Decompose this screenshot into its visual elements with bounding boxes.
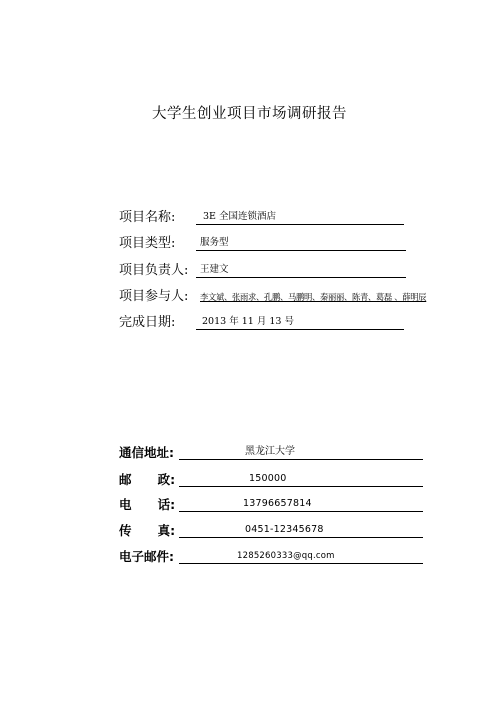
field-label: 完成日期: (119, 315, 176, 330)
underline (179, 459, 423, 460)
field-phone (119, 495, 429, 515)
field-label: 电子邮件: (119, 549, 174, 564)
underline (196, 329, 404, 330)
field-fax (119, 521, 429, 541)
underline (179, 486, 423, 487)
field-value: 王建文 (200, 264, 229, 275)
underline (179, 511, 423, 512)
field-email (119, 547, 429, 567)
field-value: 黑龙江大学 (245, 446, 295, 457)
field-project-leader (119, 261, 409, 281)
underline (179, 563, 423, 564)
field-label: 项目类型: (119, 236, 176, 251)
field-label: 项目参与人: (119, 289, 189, 304)
underline (179, 537, 423, 538)
field-value: 150000 (249, 473, 287, 484)
field-value: 0451-12345678 (245, 524, 324, 535)
field-value: 1285260333@qq.com (237, 551, 335, 561)
field-value: 3E 全国连锁酒店 (203, 211, 276, 222)
field-value: 李文斌、张雨求、孔鹏、马鹏明、秦丽丽、陈青、葛磊 、薛明辰 (200, 292, 427, 302)
field-mailing-address (119, 443, 429, 463)
field-label: 传 真: (119, 523, 176, 538)
underline (196, 277, 406, 278)
field-completion-date (119, 313, 409, 333)
underline (196, 224, 404, 225)
field-project-participants (119, 287, 434, 307)
document-title: 大学生创业项目市场调研报告 (152, 106, 347, 122)
field-label: 电 话: (119, 497, 176, 512)
field-value: 2013 年 11 月 13 号 (202, 316, 294, 327)
field-label: 通信地址: (119, 445, 174, 460)
field-project-type (119, 234, 409, 254)
underline (196, 250, 406, 251)
field-value: 13796657814 (243, 498, 312, 509)
field-postal-code (119, 470, 429, 490)
field-project-name (119, 208, 409, 228)
field-label: 邮 政: (119, 472, 176, 487)
field-value: 服务型 (200, 237, 229, 248)
field-label: 项目负责人: (119, 263, 189, 278)
field-label: 项目名称: (119, 210, 176, 225)
